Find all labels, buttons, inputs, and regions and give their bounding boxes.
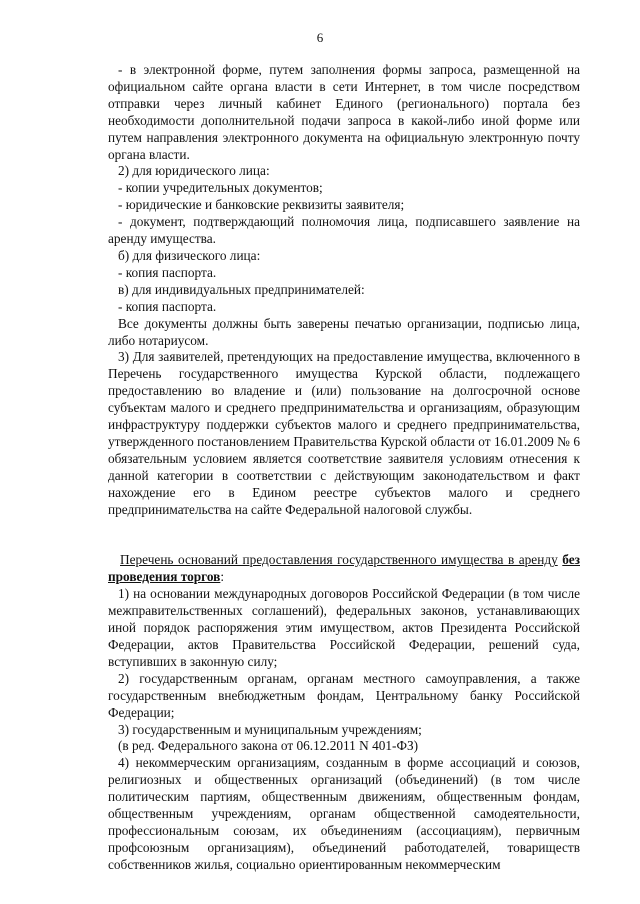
paragraph-basis-4: 4) некоммерческим организациям, созданным в форме ассоциаций и союзов, религиозных и общественных организаций (объединений) (в том числе политическим партиям, общественным движениям, общественным фондам, общественным учреждениям, органам общественной самодеятельности, профессиональным союзам, их объединениям (ассоциациям), первичным профсоюзным организациям), объединений работодателей, товариществ собственников жилья, социально ориентированным некоммерческим	[108, 755, 580, 872]
paragraph-individual: б) для физического лица:	[118, 247, 261, 263]
paragraph-certification: Все документы должны быть заверены печатью организации, подписью лица, либо нотариусом.	[108, 315, 580, 348]
section-title-underlined: Перечень оснований предоставления государственного имущества в аренду	[120, 552, 558, 568]
paragraph-legal-entity: 2) для юридического лица:	[118, 163, 270, 179]
paragraph-electronic-form: - в электронной форме, путем заполнения формы запроса, размещенной на официальном сайте органа власти в сети Интернет, в том числе посредством отправки через личный кабинет Единого (регионального) портала без необходимости дополнительной подачи запроса в какой-либо иной форме или путем направления электронного документа на официальную электронную почту органа власти.	[108, 62, 580, 162]
paragraph-entrepreneur: в) для индивидуальных предпринимателей:	[118, 281, 365, 297]
page-number: 6	[316, 30, 324, 45]
paragraph-basis-2: 2) государственным органам, органам местного самоуправления, а также государственным внебюджетным фондам, Центральному банку Российской Федерации;	[108, 670, 580, 720]
section-title	[108, 552, 580, 586]
section-title-bold: без проведения торгов	[108, 552, 580, 585]
document-body	[108, 62, 580, 874]
section-title-suffix: :	[220, 569, 225, 585]
paragraph-basis-3: 3) государственным и муниципальным учреждениям;	[118, 721, 422, 737]
list-item: - копии учредительных документов;	[118, 180, 323, 196]
paragraph-basis-1: 1) на основании международных договоров Российской Федерации (в том числе межправительственных соглашений), федеральных законов, устанавливающих иной порядок распоряжения этим имуществом, актов Президента Российской Федерации, актов Правительства Российской Федерации, решений суда, вступивших в законную силу;	[108, 586, 580, 669]
list-item: - документ, подтверждающий полномочия лица, подписавшего заявление на аренду имущества.	[108, 214, 580, 247]
list-item: - юридические и банковские реквизиты заявителя;	[118, 197, 405, 213]
list-item: - копия паспорта.	[118, 264, 217, 280]
list-item: - копия паспорта.	[118, 298, 217, 314]
paragraph-amendment-note: (в ред. Федерального закона от 06.12.2011 N 401-ФЗ)	[118, 738, 419, 754]
paragraph-sme-condition: 3) Для заявителей, претендующих на предоставление имущества, включенного в Перечень государственного имущества Курской области, подлежащего предоставлению во владение и (или) пользование на долгосрочной основе субъектам малого и среднего предпринимательства и организациям, образующим инфраструктуру поддержки субъектов малого и среднего предпринимательства, утвержденного постановлением Правительства Курской области от 16.01.2009 № 6 обязательным условием является соответствие заявителя условиям отнесения к данной категории в соответствии с действующим законодательством и факт нахождение его в Едином реестре субъектов малого и среднего предпринимательства на сайте Федеральной налоговой службы.	[108, 349, 580, 517]
